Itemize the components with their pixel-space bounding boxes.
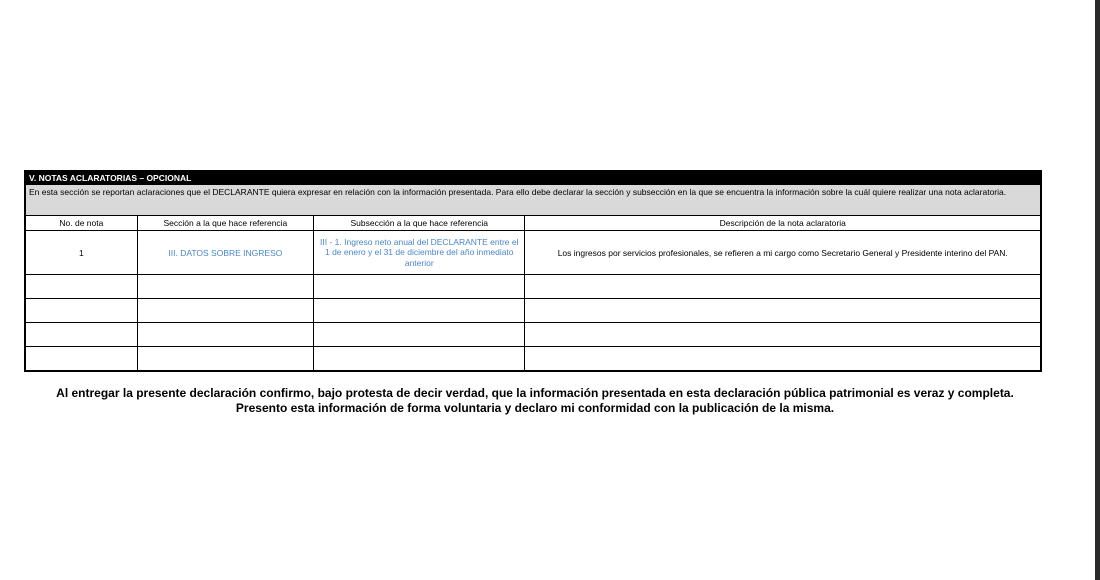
notes-table xyxy=(24,170,1042,372)
note-description-cell: Los ingresos por servicios profesionales, se refieren a mi cargo como Secretario General y Presidente interino del PAN. xyxy=(525,231,1041,275)
section-reference-cell: III. DATOS SOBRE INGRESO xyxy=(137,231,313,275)
table-row xyxy=(25,231,1041,275)
statement-line-1: Al entregar la presente declaración confirmo, bajo protesta de decir verdad, que la información presentada en esta declaración pública patrimonial es veraz y completa. xyxy=(56,386,1014,400)
table-row xyxy=(25,299,1041,323)
column-header-section: Sección a la que hace referencia xyxy=(137,216,313,231)
page-edge-bar xyxy=(1095,0,1100,580)
table-row xyxy=(25,275,1041,299)
column-header-subsection: Subsección a la que hace referencia xyxy=(314,216,525,231)
column-header-description: Descripción de la nota aclaratoria xyxy=(525,216,1041,231)
subsection-reference-cell: III - 1. Ingreso neto anual del DECLARANTE entre el 1 de enero y el 31 de diciembre del año inmediato anterior xyxy=(314,231,525,275)
column-header-note-number: No. de nota xyxy=(25,216,137,231)
section-description: En esta sección se reportan aclaraciones que el DECLARANTE quiera expresar en relación con la información presentada. Para ello debe declarar la sección y subsección en la que se encuentra la información sobre la cuál quiere realizar una nota aclaratoria. xyxy=(25,185,1041,216)
note-number-cell: 1 xyxy=(25,231,137,275)
section-title: V. NOTAS ACLARATORIAS – OPCIONAL xyxy=(25,171,1041,185)
table-header-row xyxy=(25,216,1041,231)
table-row xyxy=(25,347,1041,372)
declaration-statement xyxy=(0,386,1070,416)
table-row xyxy=(25,323,1041,347)
statement-line-2: Presento esta información de forma voluntaria y declaro mi conformidad con la publicación de la misma. xyxy=(235,401,835,415)
